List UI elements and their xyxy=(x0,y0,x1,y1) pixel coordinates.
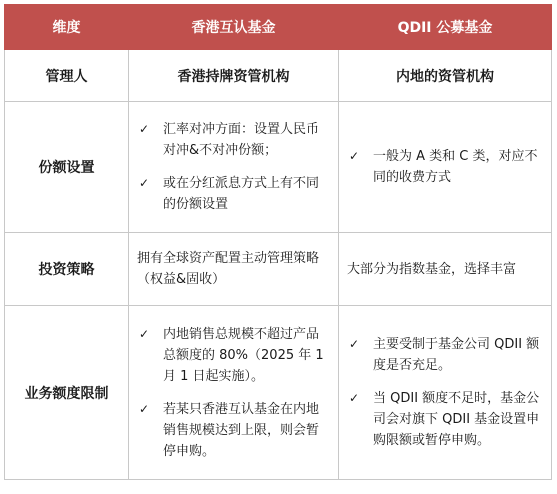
check-icon: ✓ xyxy=(349,149,360,163)
list-item xyxy=(139,119,330,161)
header-qdii-fund: QDII 公募基金 xyxy=(339,5,552,50)
cell-quota-hk xyxy=(129,306,339,480)
cell-share-class-qdii xyxy=(339,102,552,233)
list-item xyxy=(139,399,330,462)
row-quota xyxy=(5,306,552,480)
list-item-text: 主要受制于基金公司 QDII 额度是否充足。 xyxy=(373,337,540,373)
row-label-manager: 管理人 xyxy=(5,50,129,102)
check-icon: ✓ xyxy=(139,176,150,190)
row-share-class xyxy=(5,102,552,233)
header-hk-fund: 香港互认基金 xyxy=(129,5,339,50)
list-item xyxy=(139,324,330,387)
list-item-text: 或在分红派息方式上有不同的份额设置 xyxy=(163,176,320,212)
cell-strategy-qdii: 大部分为指数基金，选择丰富 xyxy=(339,233,552,306)
list-item xyxy=(139,173,330,215)
check-icon: ✓ xyxy=(349,391,360,405)
list-item-text: 一般为 A 类和 C 类，对应不同的收费方式 xyxy=(373,149,538,185)
row-label-share-class: 份额设置 xyxy=(5,102,129,233)
list-item xyxy=(349,146,543,188)
row-label-quota: 业务额度限制 xyxy=(5,306,129,480)
list-item-text: 内地销售总规模不超过产品总额度的 80%（2025 年 1 月 1 日起实施）。 xyxy=(163,326,324,384)
row-manager xyxy=(5,50,552,102)
header-row xyxy=(5,5,552,50)
cell-manager-hk: 香港持牌资管机构 xyxy=(129,50,339,102)
row-label-strategy: 投资策略 xyxy=(5,233,129,306)
check-icon: ✓ xyxy=(139,401,150,416)
header-dimension: 维度 xyxy=(5,5,129,50)
list-item-text: 当 QDII 额度不足时，基金公司会对旗下 QDII 基金设置申购限额或暂停申购。 xyxy=(373,391,540,448)
cell-strategy-hk: 拥有全球资产配置主动管理策略（权益&固收） xyxy=(129,233,339,306)
check-icon: ✓ xyxy=(139,326,150,341)
list-item-text: 若某只香港互认基金在内地销售规模达到上限，则会暂停申购。 xyxy=(163,401,320,459)
cell-share-class-hk xyxy=(129,102,339,233)
cell-manager-qdii: 内地的资管机构 xyxy=(339,50,552,102)
list-item xyxy=(349,388,543,451)
check-icon: ✓ xyxy=(349,337,360,351)
check-icon: ✓ xyxy=(139,122,150,136)
list-item-text: 汇率对冲方面：设置人民币对冲&不对冲份额； xyxy=(163,122,320,158)
cell-quota-qdii xyxy=(339,306,552,480)
row-strategy xyxy=(5,233,552,306)
list-item xyxy=(349,334,543,376)
comparison-table xyxy=(4,4,552,480)
